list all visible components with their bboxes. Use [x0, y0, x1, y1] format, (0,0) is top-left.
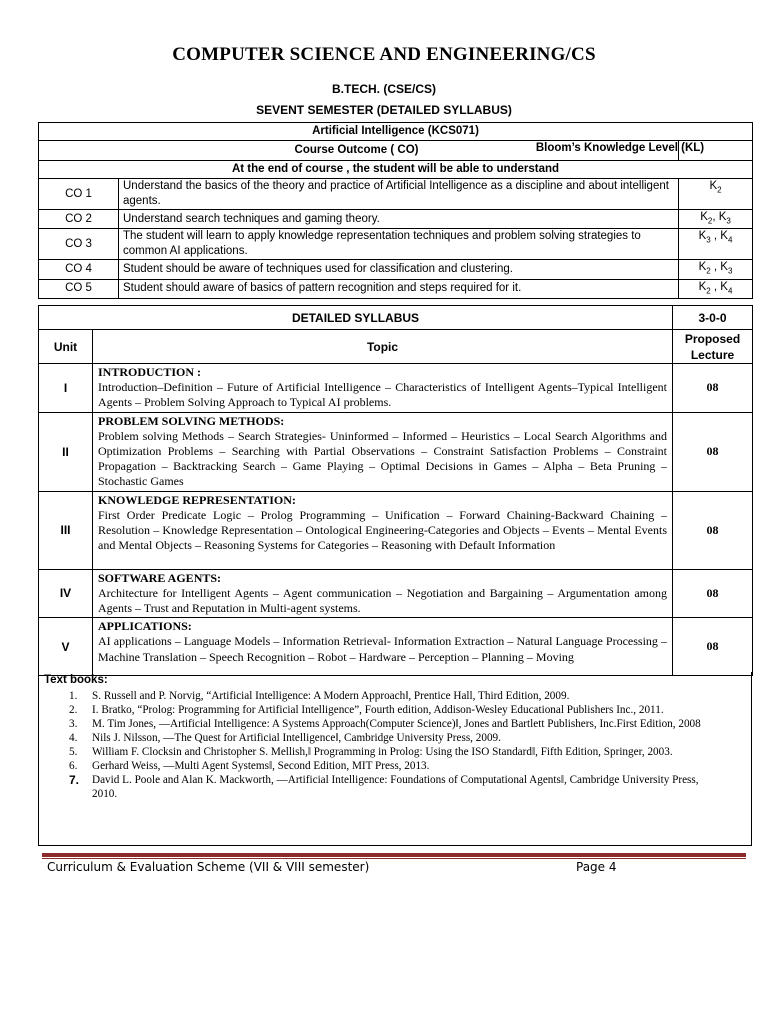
- co-id: CO 5: [39, 279, 119, 298]
- co-kl: $K_2$: [679, 179, 753, 210]
- list-item: [39, 703, 753, 717]
- unit-lectures: 08: [673, 491, 753, 569]
- table-row: [39, 260, 753, 279]
- co-kl: $K_2$ , $K_4$: [679, 279, 753, 298]
- item-text: Nils J. Nilsson, ―The Quest for Artificial Intelligence‖, Cambridge University Press, 2009.: [92, 732, 501, 744]
- co-id: CO 1: [39, 179, 119, 210]
- col-lecture: Proposed Lecture: [673, 330, 753, 364]
- list-item: [39, 759, 753, 773]
- unit-heading: INTRODUCTION :: [98, 365, 202, 379]
- item-number: 2.: [69, 704, 78, 716]
- unit-text: Introduction–Definition – Future of Artificial Intelligence – Characteristics of Intelligent Agents–Typical Intelligent Agents – Problem Solving Approach to Typical AI problems.: [98, 380, 667, 410]
- syllabus-table: [38, 305, 753, 676]
- item-text: William F. Clocksin and Christopher S. Mellish,‖ Programming in Prolog: Using the ISO Standard‖, Fifth Edition, Springer, 2003.: [92, 746, 673, 758]
- unit-number: III: [39, 491, 93, 569]
- list-item: [39, 731, 753, 745]
- page-number: Page 4: [576, 860, 617, 874]
- unit-text: AI applications – Language Models – Information Retrieval- Information Extraction – Natural Language Processing – Machine Translation – Speech Recognition – Robot – Hardware – Perception – Planning – Moving: [98, 634, 667, 664]
- table-row: [39, 569, 753, 618]
- co-text: The student will learn to apply knowledge representation techniques and problem solving strategies to common AI applications.: [119, 229, 679, 260]
- unit-topic: [93, 412, 673, 491]
- table-row: [39, 179, 753, 210]
- unit-heading: PROBLEM SOLVING METHODS:: [98, 413, 285, 428]
- kl-header-text: Bloom’s Knowledge Level (KL): [535, 142, 705, 154]
- unit-heading: APPLICATIONS:: [98, 619, 192, 634]
- footer-rule: [42, 853, 746, 857]
- co-intro: At the end of course , the student will be able to understand: [39, 161, 753, 179]
- textbooks-list: [39, 689, 753, 801]
- course-name: Artificial Intelligence (KCS071): [39, 123, 753, 141]
- unit-text: Problem solving Methods – Search Strategies- Uninformed – Informed – Heuristics – Local Search Algorithms and Optimization Problems – Searching with Partial Observations – Constraint Satisfaction Problems – Constraint Propagation – Backtracking Search – Game Playing – Optimal Decisions in Games – Alpha – Beta Pruning – Stochastic Games: [98, 428, 667, 489]
- item-text: I. Bratko, “Prolog: Programming for Artificial Intelligence”, Fourth edition, Addison-Wesley Educational Publishers Inc., 2011.: [92, 704, 664, 716]
- textbooks-section: [38, 672, 752, 846]
- table-row: [39, 618, 753, 676]
- unit-lectures: 08: [673, 618, 753, 676]
- co-kl: $K_3$ , $K_4$: [679, 229, 753, 260]
- unit-lectures: 08: [673, 569, 753, 618]
- co-kl: $K_2$, $K_3$: [679, 210, 753, 229]
- co-kl: $K_2$ , $K_3$: [679, 260, 753, 279]
- unit-topic: [93, 569, 673, 618]
- item-number: 3.: [69, 718, 78, 730]
- unit-text: First Order Predicate Logic – Prolog Programming – Unification – Forward Chaining-Backward Chaining – Resolution – Knowledge Representation – Ontological Engineering-Categories and Objects – Events – Mental Events and Mental Objects – Reasoning Systems for Categories – Reasoning with Default Information: [98, 507, 667, 553]
- unit-text: Architecture for Intelligent Agents – Agent communication – Negotiation and Bargaining – Argumentation among Agents – Trust and Reputation in Multi-agent systems.: [98, 585, 667, 616]
- item-text: Gerhard Weiss, ―Multi Agent Systems‖, Second Edition, MIT Press, 2013.: [92, 760, 430, 772]
- unit-topic: [93, 364, 673, 413]
- list-item: [39, 717, 753, 731]
- item-number: 5.: [69, 746, 78, 758]
- item-number: 6.: [69, 760, 78, 772]
- footer-text: Curriculum & Evaluation Scheme (VII & VIII semester): [47, 860, 370, 874]
- unit-number: V: [39, 618, 93, 676]
- syllabus-title: DETAILED SYLLABUS: [39, 306, 673, 330]
- page-title: COMPUTER SCIENCE AND ENGINEERING/CS: [172, 44, 596, 65]
- item-number: 7.: [69, 773, 80, 787]
- item-number: 1.: [69, 690, 78, 702]
- unit-heading: KNOWLEDGE REPRESENTATION:: [98, 492, 296, 507]
- list-item: [39, 773, 753, 801]
- co-text: Understand search techniques and gaming theory.: [119, 210, 679, 229]
- item-number: 4.: [69, 732, 78, 744]
- textbooks-title: Text books:: [44, 674, 108, 686]
- list-item: [39, 689, 753, 703]
- item-text: M. Tim Jones, ―Artificial Intelligence: A Systems Approach(Computer Science)‖, Jones and Bartlett Publishers, Inc.First Edition, 2008: [92, 718, 701, 730]
- table-row: [39, 491, 753, 569]
- unit-number: I: [39, 364, 93, 413]
- ltp: 3-0-0: [673, 306, 753, 330]
- col-unit: Unit: [39, 330, 93, 364]
- list-item: [39, 745, 753, 759]
- col-topic: Topic: [93, 330, 673, 364]
- co-id: CO 2: [39, 210, 119, 229]
- unit-lectures: 08: [673, 412, 753, 491]
- unit-heading: SOFTWARE AGENTS:: [98, 570, 222, 585]
- co-id: CO 4: [39, 260, 119, 279]
- table-row: [39, 210, 753, 229]
- unit-number: IV: [39, 569, 93, 618]
- table-row: [39, 412, 753, 491]
- program-name: B.TECH. (CSE/CS): [331, 82, 436, 96]
- co-id: CO 3: [39, 229, 119, 260]
- semester-title: SEVENT SEMESTER (DETAILED SYLLABUS): [256, 103, 512, 117]
- item-text: David L. Poole and Alan K. Mackworth, ―Artificial Intelligence: Foundations of Computational Agents‖, Cambridge University Press, 2010.: [92, 774, 699, 800]
- item-text: S. Russell and P. Norvig, “Artificial Intelligence: A Modern Approach‖, Prentice Hall, Third Edition, 2009.: [92, 690, 570, 702]
- table-row: [39, 279, 753, 298]
- table-row: [39, 229, 753, 260]
- unit-topic: [93, 618, 673, 676]
- unit-topic: [93, 491, 673, 569]
- table-row: [39, 364, 753, 413]
- co-text: Understand the basics of the theory and practice of Artificial Intelligence as a discipline and about intelligent agents.: [119, 179, 679, 210]
- co-text: Student should be aware of techniques used for classification and clustering.: [119, 260, 679, 279]
- unit-number: II: [39, 412, 93, 491]
- footer-rule-thin: [42, 858, 746, 859]
- unit-lectures: 08: [673, 364, 753, 413]
- co-text: Student should aware of basics of pattern recognition and steps required for it.: [119, 279, 679, 298]
- co-header: Course Outcome ( CO): [39, 141, 679, 161]
